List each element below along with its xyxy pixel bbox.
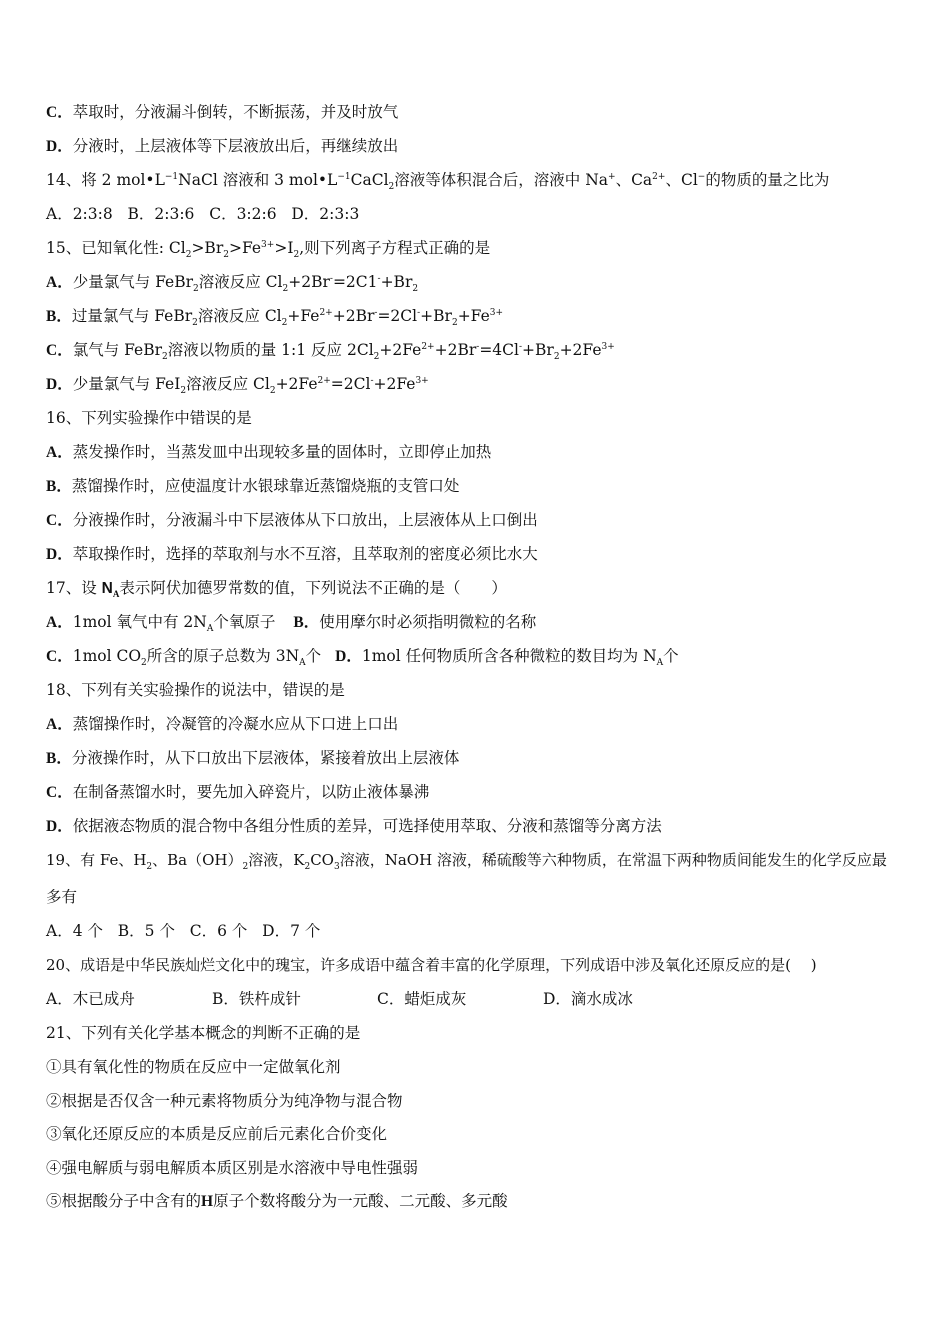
q14-stem: 14、将 2 $mol•L^{-1}NaCl$ 溶液和 3 $mol•L^{-1}CaCl_2$溶液等体积混合后，溶液中 Na+、$Ca^{2+}$、Cl−的物质的量之比为 bbox=[46, 171, 830, 193]
q13-option-c: C．萃取时，分液漏斗倒转，不断振荡，并及时放气 bbox=[46, 103, 399, 121]
q16-stem: 16、下列实验操作中错误的是 bbox=[46, 409, 252, 427]
q18-option-a: A．蒸馏操作时，冷凝管的冷凝水应从下口进上口出 bbox=[46, 715, 399, 733]
q20-option-a: A．木已成舟 bbox=[46, 990, 135, 1008]
q19-stem: 19、有 Fe、$H_2$、$Ba(OH)_2$溶液，$K_2CO_3$溶液，NaOH 溶液，稀硫酸等六种物质，在常温下两种物质间能发生的化学反应最 bbox=[46, 851, 887, 872]
q20-option-c: C．蜡炬成灰 bbox=[377, 990, 467, 1008]
q13-option-d: D．分液时，上层液体等下层液放出后，再继续放出 bbox=[46, 137, 399, 155]
q16-option-c: C．分液操作时，分液漏斗中下层液体从下口放出，上层液体从上口倒出 bbox=[46, 511, 538, 529]
q15-option-a: A．少量氯气与 FeBr$_2$溶液反应 $Cl_2+2Br^-=2C1^-+Br_2$ bbox=[46, 273, 419, 295]
q16-option-d: D．萃取操作时，选择的萃取剂与水不互溶，且萃取剂的密度必须比水大 bbox=[46, 545, 538, 563]
q20-option-b: B．铁杵成针 bbox=[212, 990, 301, 1008]
q17-stem: 17、设 $N_A$表示阿伏加德罗常数的值，下列说法不正确的是（ ） bbox=[46, 579, 507, 600]
q15-option-d: D．少量氯气与 FeI$_2$溶液反应 $Cl_2+2Fe^{2+}=2Cl^-+2Fe^{3+}$ bbox=[46, 375, 429, 397]
q21-stem: 21、下列有关化学基本概念的判断不正确的是 bbox=[46, 1024, 361, 1042]
q17-options-ab: A．1mol 氧气中有 $2N_A$个氧原子 B．使用摩尔时必须指明微粒的名称 bbox=[46, 613, 537, 635]
q17-options-cd: C．1mol $CO_2$所含的原子总数为 $3N_A$个 D．1mol 任何物质所含各种微粒的数目均为 $N_A$个 bbox=[46, 647, 679, 669]
q14-options: A．2:3:8 B．2:3:6 C．3:2:6 D．2:3:3 bbox=[46, 205, 360, 223]
q15-option-b: B．过量氯气与 FeBr$_2$溶液反应 $Cl_2+Fe^{2+}+2Br^-=2Cl^-+Br_2+Fe^{3+}$ bbox=[46, 307, 504, 329]
q21-item-1: ①具有氧化性的物质在反应中一定做氧化剂 bbox=[46, 1058, 341, 1076]
q20-options bbox=[46, 988, 920, 1010]
q19-stem-cont: 多有 bbox=[46, 888, 78, 906]
q21-item-4: ④强电解质与弱电解质本质区别是水溶液中导电性强弱 bbox=[46, 1159, 419, 1177]
q20-option-d: D．滴水成冰 bbox=[543, 990, 633, 1008]
q18-option-c: C．在制备蒸馏水时，要先加入碎瓷片，以防止液体暴沸 bbox=[46, 783, 430, 801]
q15-option-c: C．氯气与 FeBr$_2$溶液以物质的量 1:1 反应 $2Cl_2+2Fe^{2+}+2Br^-=4Cl^-+Br_2+2Fe^{3+}$ bbox=[46, 341, 615, 363]
q16-option-b: B．蒸馏操作时，应使温度计水银球靠近蒸馏烧瓶的支管口处 bbox=[46, 477, 460, 495]
q15-stem: 15、已知氧化性: $Cl_2>Br_2>Fe^{3+}>I_2$,则下列离子方程式正确的是 bbox=[46, 239, 491, 261]
q18-option-d: D．依据液态物质的混合物中各组分性质的差异，可选择使用萃取、分液和蒸馏等分离方法 bbox=[46, 817, 662, 835]
q21-item-5: ⑤根据酸分子中含有的H原子个数将酸分为一元酸、二元酸、多元酸 bbox=[46, 1192, 508, 1210]
q18-option-b: B．分液操作时，从下口放出下层液体，紧接着放出上层液体 bbox=[46, 749, 460, 767]
q20-stem: 20、成语是中华民族灿烂文化中的瑰宝，许多成语中蕴含着丰富的化学原理，下列成语中涉及氧化还原反应的是( ) bbox=[46, 956, 817, 974]
q21-item-3: ③氧化还原反应的本质是反应前后元素化合价变化 bbox=[46, 1125, 388, 1143]
q18-stem: 18、下列有关实验操作的说法中，错误的是 bbox=[46, 681, 345, 699]
q19-options: A．4 个 B．5 个 C．6 个 D．7 个 bbox=[46, 922, 321, 940]
q21-item-2: ②根据是否仅含一种元素将物质分为纯净物与混合物 bbox=[46, 1092, 403, 1110]
q16-option-a: A．蒸发操作时，当蒸发皿中出现较多量的固体时，立即停止加热 bbox=[46, 443, 492, 461]
